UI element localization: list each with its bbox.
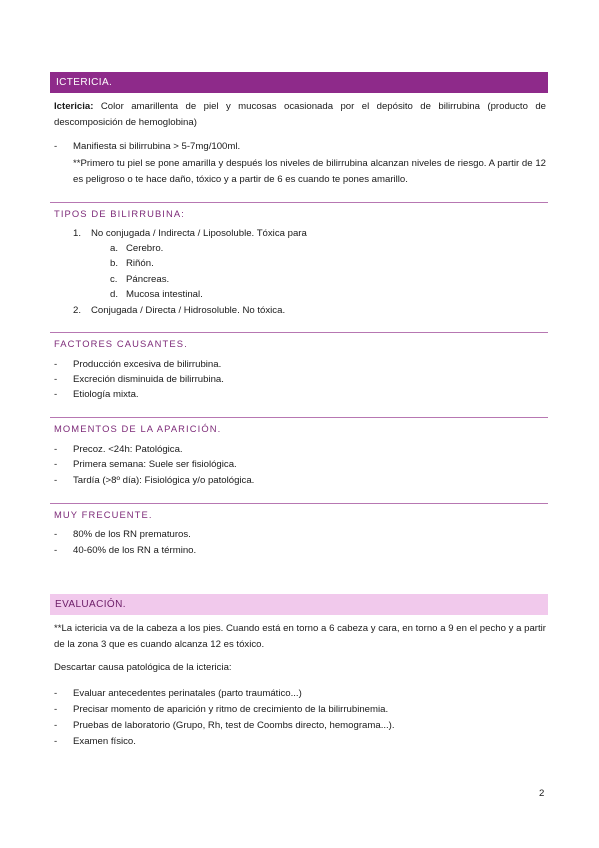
sublist-letter: b.: [110, 258, 119, 269]
list-item: Precisar momento de aparición y ritmo de crecimiento de la bilirrubinemia.: [73, 704, 389, 715]
list-item: Primera semana: Suele ser fisiológica.: [73, 459, 237, 470]
note-text: **La ictericia va de la cabeza a los pies. Cuando está en torno a 6 cabeza y cara, en torno a 9 en el pecho y a partir de la zona 3 que es cuando alcanza 12 es tóxico.: [54, 623, 546, 650]
section-rule: [50, 332, 548, 333]
list-number: 1.: [73, 228, 82, 239]
section-header-evaluacion: [50, 594, 548, 615]
sublist-item: Mucosa intestinal.: [126, 289, 203, 300]
dash-marker: -: [54, 475, 58, 486]
section-title-momentos: MOMENTOS DE LA APARICIÓN.: [54, 423, 222, 434]
list-item: Pruebas de laboratorio (Grupo, Rh, test de Coombs directo, hemograma...).: [73, 720, 395, 731]
dash-marker: -: [54, 688, 58, 699]
definition-term: Ictericia:: [54, 101, 94, 112]
intro-text: Descartar causa patológica de la ictericia:: [54, 662, 232, 673]
section-rule: [50, 202, 548, 203]
list-item: Examen físico.: [73, 736, 136, 747]
list-item: Evaluar antecedentes perinatales (parto traumático...): [73, 688, 302, 699]
section-title: ICTERICIA.: [56, 77, 113, 88]
list-item: Conjugada / Directa / Hidrosoluble. No tóxica.: [91, 305, 286, 316]
list-item: Manifiesta si bilirrubina > 5-7mg/100ml.: [73, 141, 241, 152]
list-item: Tardía (>8º día): Fisiológica y/o patológica.: [73, 475, 255, 486]
dash-marker: -: [54, 374, 58, 385]
section-rule: [50, 417, 548, 418]
list-item: No conjugada / Indirecta / Liposoluble. Tóxica para: [91, 228, 307, 239]
sublist-letter: d.: [110, 289, 119, 300]
definition-paragraph: [54, 99, 546, 131]
list-item: Excreción disminuida de bilirrubina.: [73, 374, 224, 385]
note-text: **Primero tu piel se pone amarilla y después los niveles de bilirrubina alcanzan niveles de riesgo. A partir de 12 es peligroso o te hace daño, tóxico y a partir de 6 es cuando te pones amarillo.: [73, 158, 546, 185]
list-item: Producción excesiva de bilirrubina.: [73, 359, 222, 370]
dash-marker: -: [54, 545, 58, 556]
list-number: 2.: [73, 305, 82, 316]
section-title: EVALUACIÓN.: [55, 599, 126, 610]
sublist-item: Páncreas.: [126, 274, 170, 285]
dash-marker: -: [54, 444, 58, 455]
list-item: 80% de los RN prematuros.: [73, 529, 191, 540]
page-number: 2: [539, 788, 545, 799]
section-title-factores: FACTORES CAUSANTES.: [54, 338, 188, 349]
list-item: 40-60% de los RN a término.: [73, 545, 197, 556]
sublist-item: Riñón.: [126, 258, 154, 269]
dash-marker: -: [54, 389, 58, 400]
section-header-ictericia: [50, 72, 548, 93]
sublist-item: Cerebro.: [126, 243, 164, 254]
section-rule: [50, 503, 548, 504]
dash-marker: -: [54, 529, 58, 540]
definition-text: Color amarillenta de piel y mucosas ocasionada por el depósito de bilirrubina (producto de descomposición de hemoglobina): [54, 101, 546, 128]
dash-marker: -: [54, 459, 58, 470]
list-item: Etiología mixta.: [73, 389, 139, 400]
sublist-letter: a.: [110, 243, 119, 254]
dash-marker: -: [54, 704, 58, 715]
section-title-frecuente: MUY FRECUENTE.: [54, 509, 153, 520]
sublist-letter: c.: [110, 274, 118, 285]
dash-marker: -: [54, 736, 58, 747]
dash-marker: -: [54, 720, 58, 731]
list-item: Precoz. <24h: Patológica.: [73, 444, 183, 455]
dash-marker: -: [54, 141, 58, 152]
dash-marker: -: [54, 359, 58, 370]
section-title-tipos: TIPOS DE BILIRRUBINA:: [54, 208, 185, 219]
